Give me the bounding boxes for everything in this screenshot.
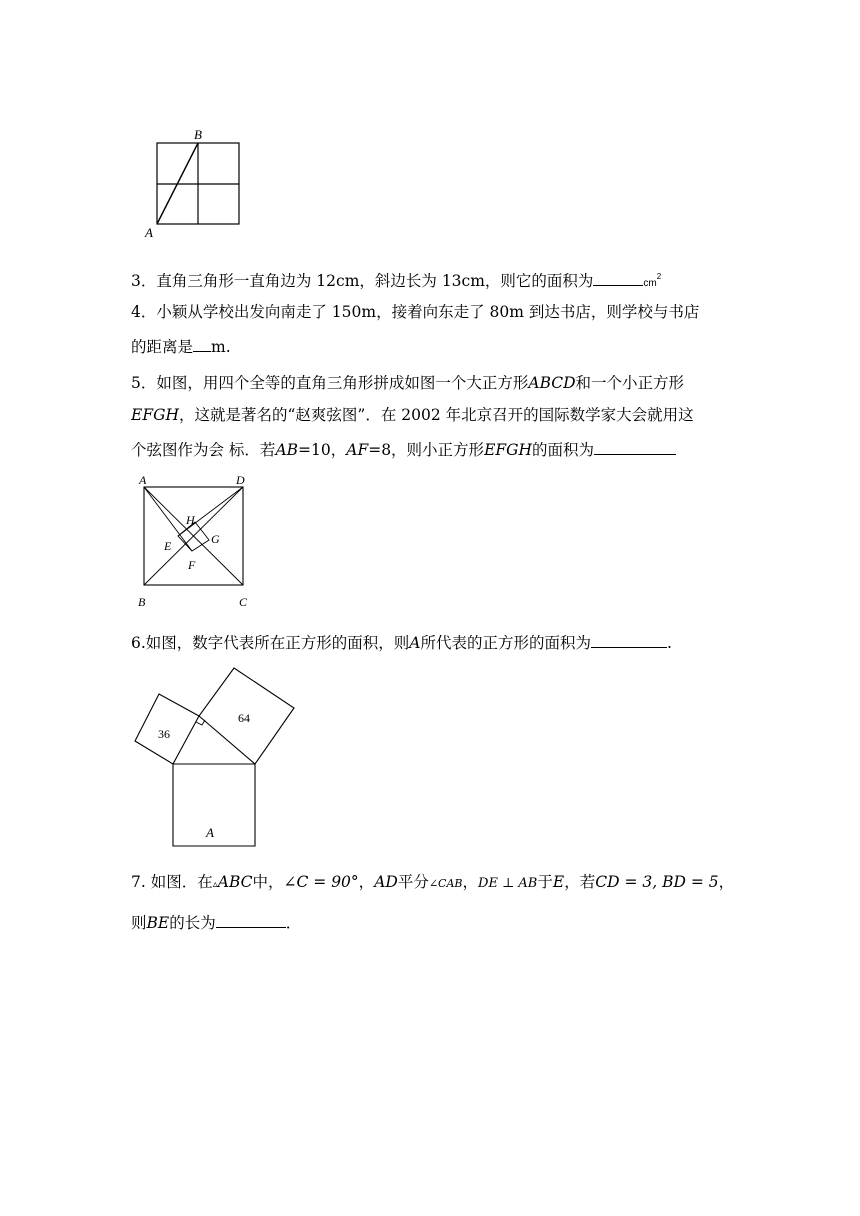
label-d: D [236,473,245,487]
q5-text-3a: 个弦图作为会 标．若 [131,441,276,459]
q7-comma-3: ， [718,873,735,891]
q7-triangle-symbol: ▵ [212,879,218,890]
question-5-line-2 [131,408,694,424]
label-a: A [145,225,153,240]
q7-text-2c: 的长为 [169,914,216,932]
q4-text: 4．小颖从学校出发向南走了 150m，接着向东走了 80m 到达书店，则学校与书店 [131,303,700,321]
q3-text: 3．直角三角形一直角边为 12cm，斜边长为 13cm，则它的面积为 [131,272,594,290]
q5-text-3c: =10， [298,441,347,459]
q4-blank [193,338,211,352]
q7-text-a: 7. 如图．在 [131,873,213,891]
q7-comma-2: ， [462,873,479,891]
q7-text-2a: 则 [131,914,147,932]
q7-angle-cab: ∠CAB [428,877,463,890]
q6-text-c: 所代表的正方形的面积为 [420,634,592,652]
question-5-line-1 [131,376,684,392]
label-b: B [138,595,146,609]
q5-text-3g: 的面积为 [532,441,595,459]
label-a: A [139,473,147,487]
q7-comma-1: ， [358,873,375,891]
q4-text-2: 的距离是 [131,338,194,356]
q6-end: . [667,634,672,652]
q7-de-perp-ab: DE ⊥ AB [478,876,538,891]
q5-text-1a: 5．如图，用四个全等的直角三角形拼成如图一个大正方形 [131,374,529,392]
q5-text-3e: =8，则小正方形 [368,441,485,459]
pythagorean-squares-figure [130,664,300,850]
grid-figure [140,122,250,242]
q7-text-f: ，若 [564,873,596,891]
q6-text-a: 6.如图，数字代表所在正方形的面积，则 [131,634,410,652]
q5-ab: AB [275,441,299,459]
question-5-line-3 [131,441,676,459]
label-b: B [194,127,202,142]
q7-text-d: 于 [537,873,553,891]
question-7-line-2 [131,914,301,932]
q7-text-b: 中， [252,873,284,891]
question-6 [131,634,672,652]
q4-unit: m. [211,338,231,356]
q5-abcd: ABCD [528,374,576,392]
q5-text-1c: 和一个小正方形 [575,374,685,392]
label-e: E [164,539,172,553]
q3-unit: cm [643,278,657,289]
q5-text-2b: ，这就是著名的“赵爽弦图”．在 2002 年北京召开的国际数学家大会就用这 [178,406,694,424]
label-a: A [206,825,214,840]
label-g: G [211,532,220,546]
q7-blank [216,914,286,928]
q6-blank [591,634,667,648]
q7-be: BE [146,914,170,932]
question-3 [131,272,661,290]
question-4-line-1 [131,305,699,321]
label-36: 36 [158,727,170,741]
q5-efgh-2: EFGH [484,441,533,459]
question-4-line-2 [131,338,231,356]
q7-text-c: 平分 [397,873,429,891]
q7-abc: ABC [217,873,253,891]
label-c: C [239,595,248,609]
q5-blank [594,441,676,455]
label-h: H [186,513,195,527]
q7-end: ． [285,914,302,932]
q7-ad: AD [374,873,398,891]
q7-condition: CD = 3, BD = 5 [595,873,719,891]
question-7-line-1 [131,875,734,891]
q7-angle-c: ∠C = 90° [283,873,359,891]
q5-efgh: EFGH [131,406,179,424]
chord-diagram-figure [130,470,260,615]
q5-af: AF [346,441,369,459]
q3-blank [593,272,643,286]
q6-a: A [409,634,421,652]
q7-e: E [552,873,565,891]
label-f: F [188,558,196,572]
label-64: 64 [238,711,250,725]
q3-unit-sup: 2 [656,272,662,281]
